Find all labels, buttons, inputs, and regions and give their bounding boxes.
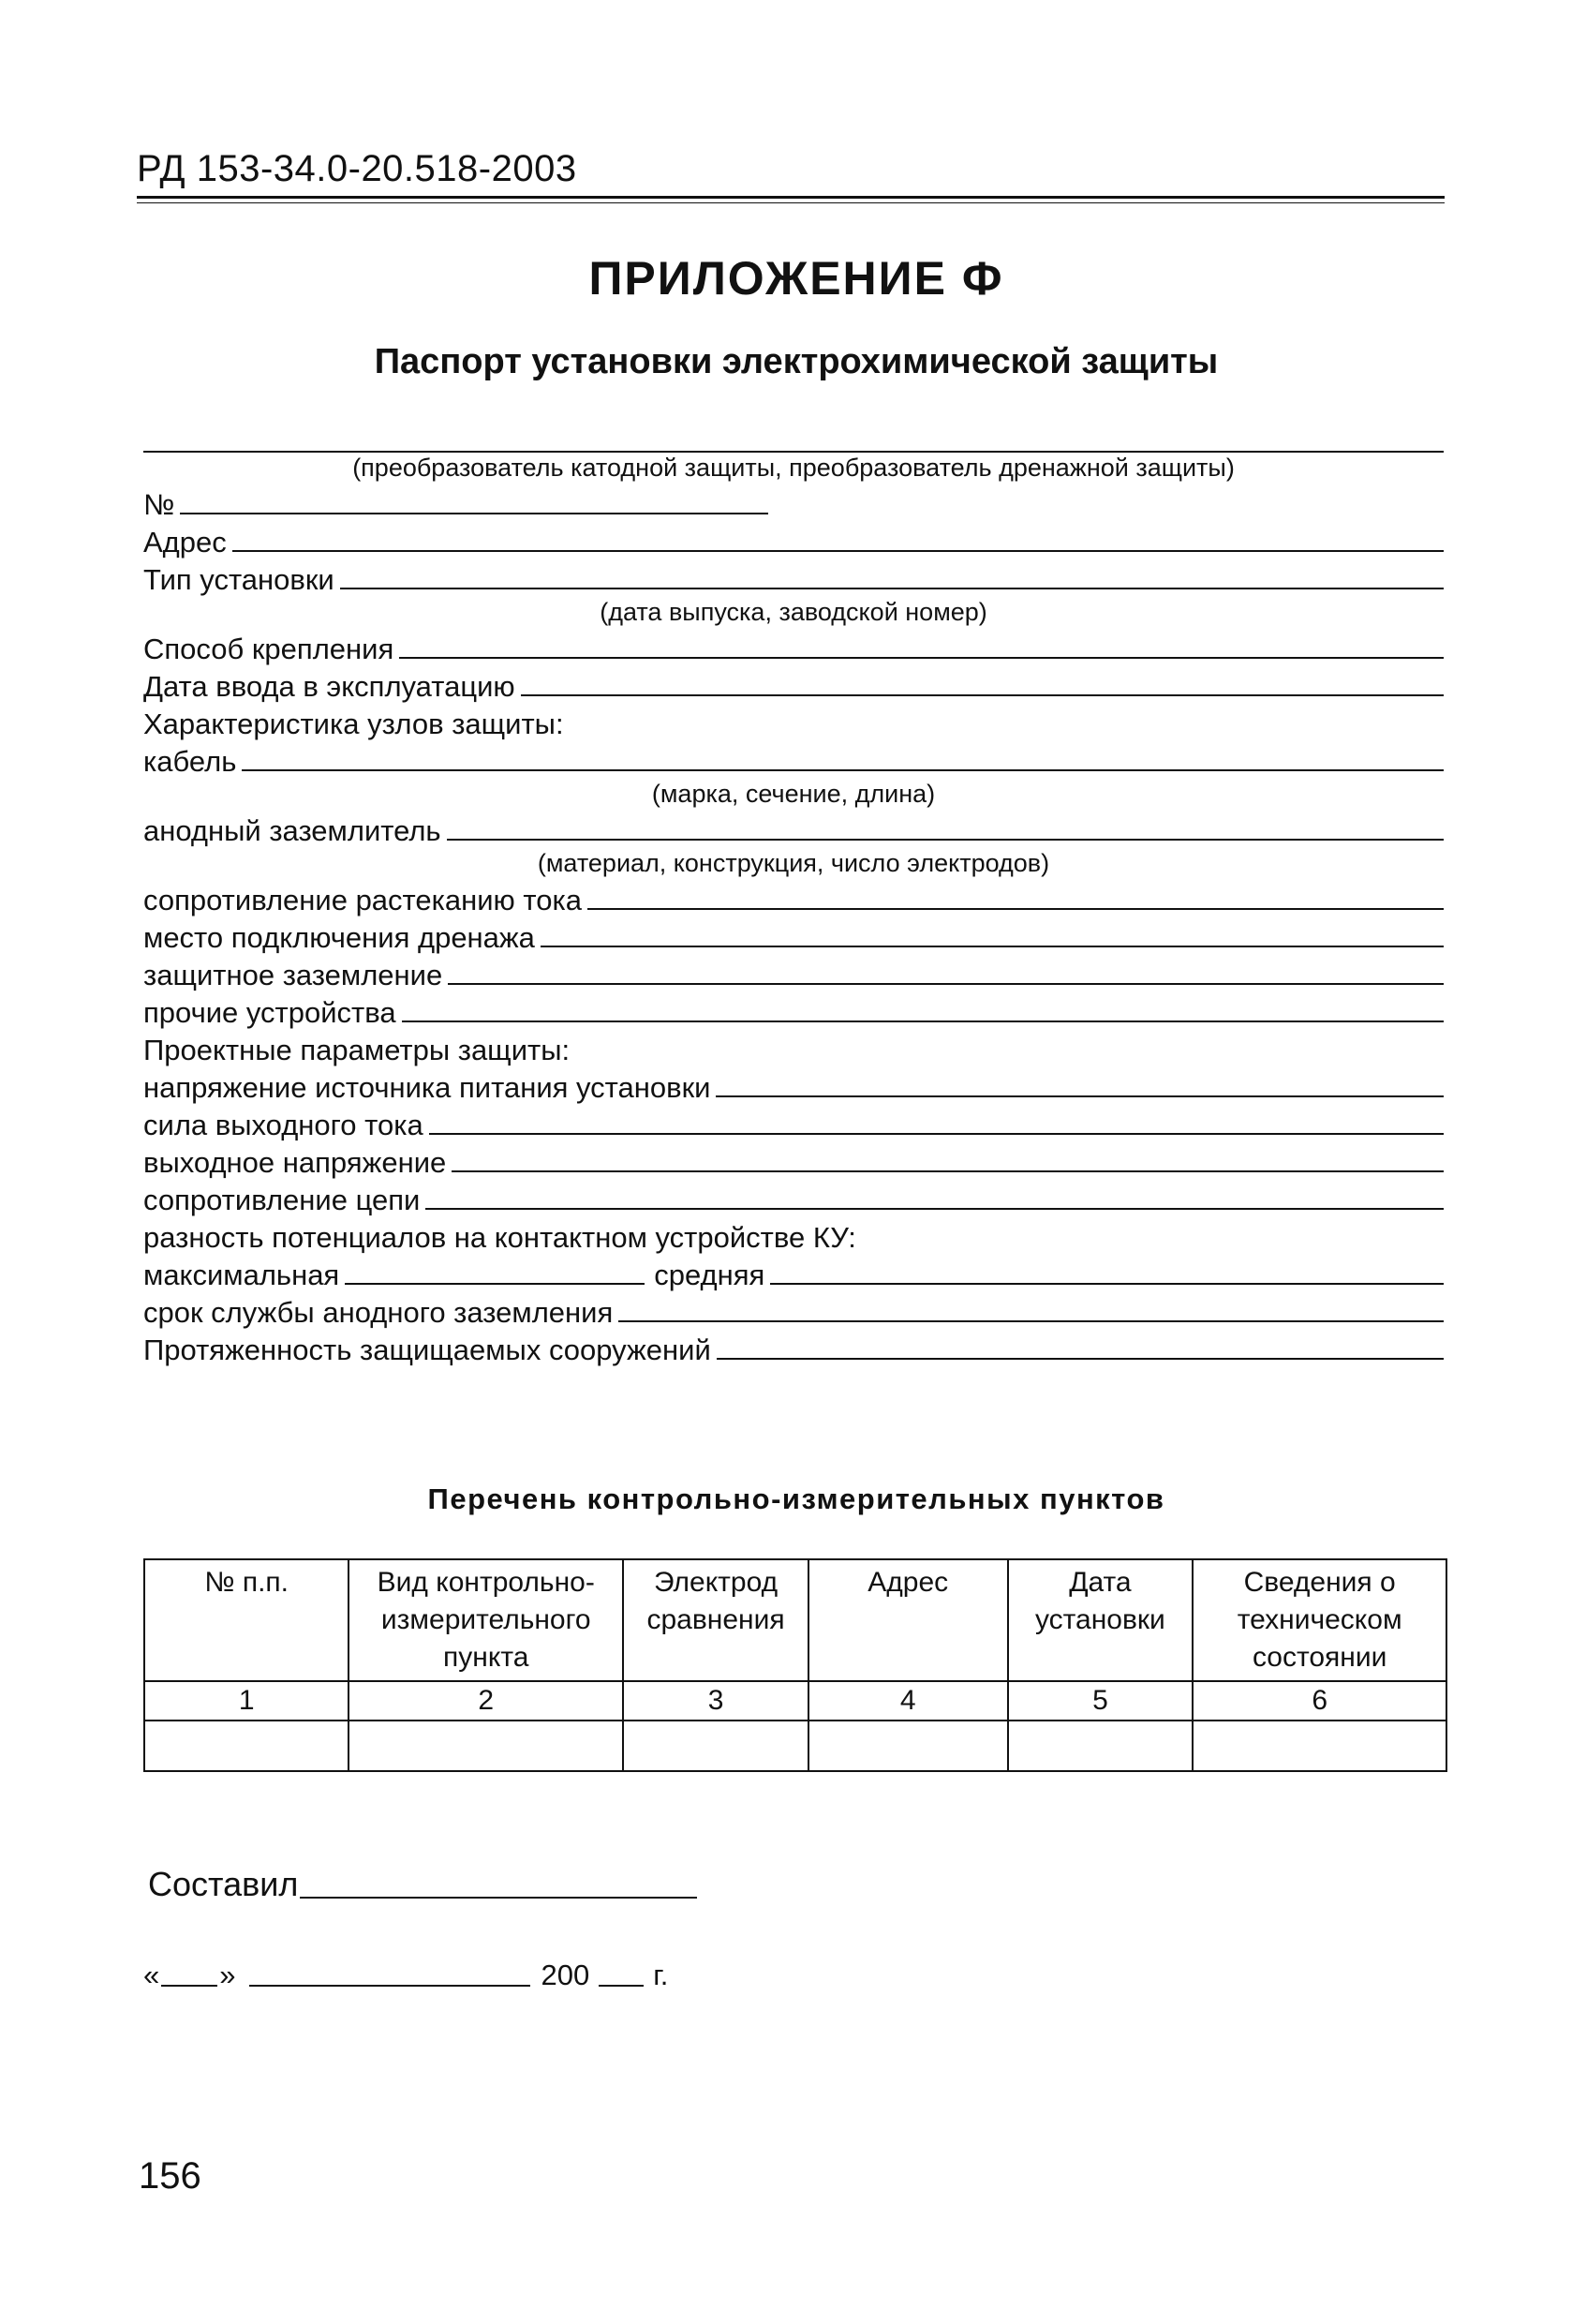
supply-voltage-label: напряжение источника питания установки — [143, 1071, 711, 1104]
mount-label: Способ крепления — [143, 633, 394, 665]
column-header: Адрес — [808, 1559, 1008, 1681]
anode-field[interactable] — [447, 839, 1444, 841]
column-number: 5 — [1008, 1681, 1194, 1721]
document-code: РД 153-34.0-20.518-2003 — [137, 148, 577, 189]
length-label: Протяженность защищаемых сооружений — [143, 1333, 711, 1366]
potential-diff-label: разность потенциалов на контактном устройстве КУ: — [143, 1221, 856, 1254]
compiled-label: Составил — [148, 1865, 299, 1903]
number-field[interactable] — [180, 513, 768, 514]
type-note: (дата выпуска, заводской номер) — [600, 598, 987, 626]
header-rule — [137, 196, 1445, 199]
cable-note: (марка, сечение, длина) — [651, 780, 936, 808]
output-voltage-row — [143, 1142, 1444, 1180]
circuit-resistance-row — [143, 1180, 1444, 1217]
other-devices-label: прочие устройства — [143, 996, 396, 1029]
type-row — [143, 559, 1444, 597]
output-current-label: сила выходного тока — [143, 1109, 423, 1141]
commission-label: Дата ввода в эксплуатацию — [143, 670, 515, 703]
number-label: № — [143, 488, 175, 521]
address-row — [143, 522, 1444, 559]
table-cell[interactable] — [1193, 1721, 1446, 1771]
avg-field[interactable] — [770, 1283, 1444, 1285]
circuit-resistance-field[interactable] — [425, 1208, 1444, 1210]
output-voltage-label: выходное напряжение — [143, 1146, 447, 1179]
column-header: № п.п. — [144, 1559, 349, 1681]
design-heading-row — [143, 1030, 1444, 1067]
compiled-by-row — [148, 1865, 697, 1904]
column-header: Вид контрольно-измерительного пункта — [349, 1559, 623, 1681]
type-label: Тип установки — [143, 563, 334, 596]
cable-label: кабель — [143, 745, 237, 778]
anode-life-label: срок службы анодного заземления — [143, 1296, 614, 1329]
table-cell[interactable] — [144, 1721, 349, 1771]
other-devices-field[interactable] — [402, 1020, 1444, 1022]
anode-life-row — [143, 1292, 1444, 1330]
table-cell[interactable] — [1008, 1721, 1194, 1771]
drain-point-field[interactable] — [541, 946, 1444, 947]
mount-row — [143, 629, 1444, 666]
protective-ground-field[interactable] — [448, 983, 1444, 985]
device-type-note: (преобразователь катодной защиты, преобразователь дренажной защиты) — [352, 454, 1235, 482]
passport-form — [143, 426, 1444, 1367]
spread-resistance-row — [143, 880, 1444, 917]
column-number: 1 — [144, 1681, 349, 1721]
month-field[interactable] — [249, 1985, 530, 1987]
address-label: Адрес — [143, 526, 227, 559]
column-header: Электрод сравнения — [623, 1559, 808, 1681]
column-header: Дата установки — [1008, 1559, 1194, 1681]
table-cell[interactable] — [623, 1721, 808, 1771]
measurement-points-table — [143, 1558, 1447, 1772]
max-label: максимальная — [143, 1259, 340, 1291]
length-field[interactable] — [717, 1358, 1444, 1360]
mount-field[interactable] — [399, 657, 1444, 659]
other-devices-row — [143, 992, 1444, 1030]
appendix-title: ПРИЛОЖЕНИЕ Ф — [588, 252, 1004, 305]
nodes-heading-row — [143, 704, 1444, 741]
column-number: 6 — [1193, 1681, 1446, 1721]
year-field[interactable] — [599, 1985, 644, 1987]
output-voltage-field[interactable] — [452, 1170, 1444, 1172]
day-field[interactable] — [161, 1985, 217, 1987]
commission-row — [143, 666, 1444, 704]
compiled-field[interactable] — [300, 1897, 697, 1899]
anode-row — [143, 811, 1444, 848]
passport-subtitle: Паспорт установки электрохимической защиты — [374, 342, 1219, 381]
commission-field[interactable] — [521, 694, 1444, 696]
table-cell[interactable] — [349, 1721, 623, 1771]
year-prefix: 200 — [541, 1959, 590, 1991]
design-heading: Проектные параметры защиты: — [143, 1034, 571, 1066]
cable-row — [143, 741, 1444, 779]
output-current-field[interactable] — [429, 1133, 1444, 1135]
type-field[interactable] — [340, 588, 1444, 589]
anode-life-field[interactable] — [618, 1320, 1444, 1322]
anode-note: (материал, конструкция, число электродов) — [537, 849, 1050, 877]
drain-point-label: место подключения дренажа — [143, 921, 535, 954]
cable-field[interactable] — [242, 769, 1444, 771]
table-cell[interactable] — [808, 1721, 1008, 1771]
column-number-row — [144, 1681, 1446, 1721]
drain-point-row — [143, 917, 1444, 955]
spread-resistance-field[interactable] — [587, 908, 1444, 910]
length-row — [143, 1330, 1444, 1367]
column-number: 2 — [349, 1681, 623, 1721]
address-field[interactable] — [232, 550, 1444, 552]
anode-label: анодный заземлитель — [143, 814, 441, 847]
column-header: Сведения о техническом состоянии — [1193, 1559, 1446, 1681]
output-current-row — [143, 1105, 1444, 1142]
nodes-heading: Характеристика узлов защиты: — [143, 708, 564, 740]
avg-label: средняя — [654, 1259, 765, 1291]
table-row — [144, 1721, 1446, 1771]
page-number: 156 — [139, 2155, 201, 2197]
column-number: 4 — [808, 1681, 1008, 1721]
max-field[interactable] — [345, 1283, 645, 1285]
date-row — [143, 1959, 668, 1992]
supply-voltage-field[interactable] — [716, 1095, 1444, 1097]
max-avg-row — [143, 1255, 1444, 1292]
header-rule-thin — [137, 202, 1445, 203]
circuit-resistance-label: сопротивление цепи — [143, 1184, 421, 1216]
potential-diff-row — [143, 1217, 1444, 1255]
quote-close: » — [219, 1959, 236, 1991]
protective-ground-label: защитное заземление — [143, 959, 443, 991]
number-row — [143, 484, 1444, 522]
protective-ground-row — [143, 955, 1444, 992]
table-header-row — [144, 1559, 1446, 1681]
supply-voltage-row — [143, 1067, 1444, 1105]
spread-resistance-label: сопротивление растеканию тока — [143, 884, 582, 916]
year-suffix: г. — [653, 1959, 669, 1991]
column-number: 3 — [623, 1681, 808, 1721]
quote-open: « — [143, 1959, 160, 1991]
table-title: Перечень контрольно-измерительных пунктов — [427, 1482, 1165, 1515]
